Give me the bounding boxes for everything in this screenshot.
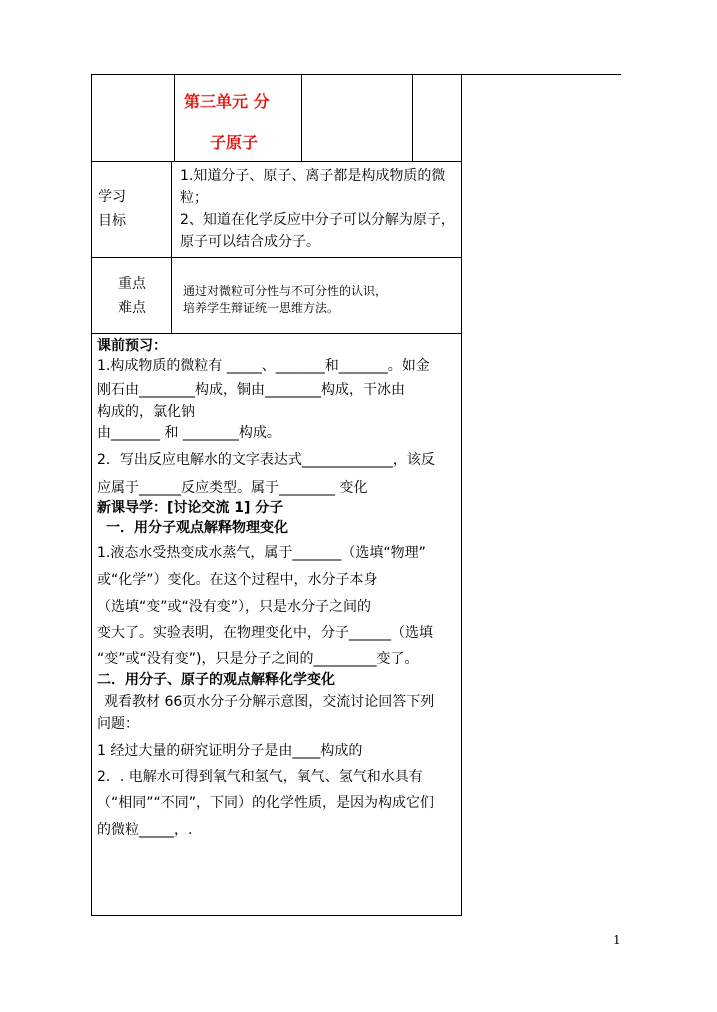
unit-title-line2: 子原子 [210, 133, 259, 152]
objectives-label-line1: 学习 [98, 189, 126, 205]
objectives-label-line2: 目标 [98, 213, 126, 229]
preview-line-1: 1.构成物质的微粒有 _____、_______和_______。如金 [97, 358, 430, 374]
table-right-border [461, 74, 462, 916]
row-divider-3 [91, 333, 462, 334]
label-column-divider [171, 161, 172, 334]
preview-line-6: 应属于______反应类型。属于________ 变化 [97, 480, 368, 496]
table-top-border [91, 74, 621, 75]
section2-line-3: 1 经过大量的研究证明分子是由____构成的 [97, 743, 363, 759]
objectives-line-3: 2、知道在化学反应中分子可以分解为原子， [180, 212, 455, 228]
preview-line-4: 由_______ 和 ________构成。 [97, 425, 281, 441]
section2-line-5: （“相同”“不同”，下同）的化学性质，是因为构成它们 [97, 795, 435, 811]
section1-title: 一．用分子观点解释物理变化 [106, 520, 288, 536]
section1-line-3: （选填“变”或“没有变”），只是水分子之间的 [97, 599, 372, 615]
header-divider-3 [412, 74, 413, 161]
table-bottom-border [91, 915, 462, 916]
keypoints-label-line2: 难点 [118, 300, 146, 316]
unit-title-line1: 第三单元 分 [184, 92, 270, 111]
objectives-line-1: 1.知道分子、原子、离子都是构成物质的微 [180, 168, 446, 184]
row-divider-2 [91, 257, 462, 258]
section1-line-5: “变”或“没有变”)，只是分子之间的_________变了。 [97, 651, 419, 667]
row-divider-1 [91, 161, 462, 162]
preview-line-2: 刚石由________构成，铜由________构成，干冰由 [97, 382, 405, 398]
section2-line-6: 的微粒_____，. [97, 822, 193, 838]
header-divider-1 [174, 74, 175, 161]
section1-line-1: 1.液态水受热变成水蒸气，属于_______（选填“物理” [97, 545, 426, 561]
section1-line-2: 或“化学”）变化。在这个过程中，水分子本身 [97, 572, 378, 588]
objectives-line-4: 原子可以结合成分子。 [180, 234, 320, 250]
preview-heading: 课前预习： [97, 338, 167, 354]
page-number: 1 [613, 933, 621, 947]
section2-line-4: 2．. 电解水可得到氧气和氢气，氧气、氢气和水具有 [97, 769, 423, 785]
keypoints-label-line1: 重点 [118, 276, 146, 292]
preview-line-3: 构成的，氯化钠 [97, 404, 195, 420]
section2-line-1: 观看教材 66页水分子分解示意图，交流讨论回答下列 [104, 694, 435, 710]
new-lesson-heading: 新课导学：[讨论交流 1] 分子 [97, 500, 284, 516]
section2-line-2: 问题： [97, 716, 139, 732]
preview-line-5: 2．写出反应电解水的文字表达式_____________，该反 [97, 452, 435, 468]
table-left-border [91, 74, 92, 916]
keypoints-line-2: 培养学生辩证统一思维方法。 [183, 301, 340, 315]
section2-title: 二．用分子、原子的观点解释化学变化 [97, 672, 335, 688]
header-divider-2 [301, 74, 302, 161]
keypoints-line-1: 通过对微粒可分性与不可分性的认识， [183, 284, 388, 298]
objectives-line-2: 粒； [180, 190, 208, 206]
section1-line-4: 变大了。实验表明，在物理变化中，分子______（选填 [97, 625, 433, 641]
